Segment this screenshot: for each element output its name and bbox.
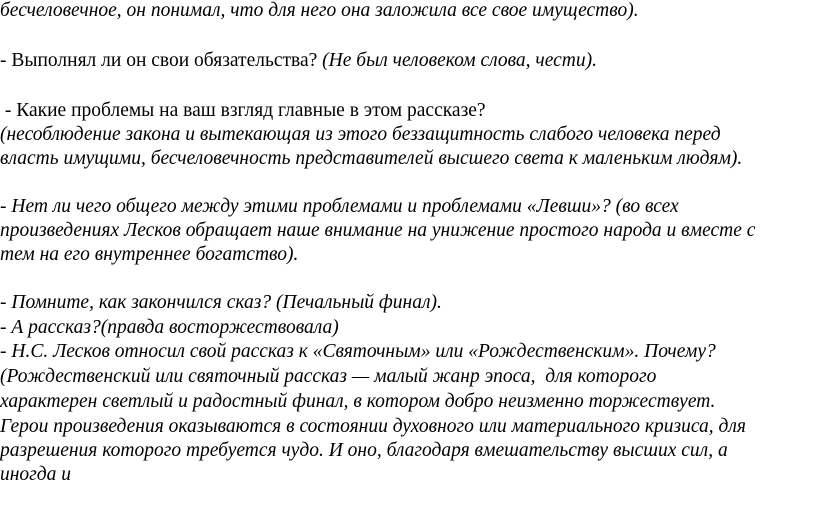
question-skaz-ending: - Помните, как закончился сказ? (Печальный финал). xyxy=(0,292,442,313)
christmas-answer-line-1: (Рождественский или святочный рассказ — малый жанр эпоса, для которого xyxy=(0,366,657,387)
question-story-ending: - А рассказ?(правда восторжествовала) xyxy=(0,317,339,338)
question-levsha-line-1: - Нет ли чего общего между этими проблемами и проблемами «Левши»? (во всех xyxy=(0,196,679,217)
question-levsha-line-2: произведениях Лесков обращает наше внимание на унижение простого народа и вместе с xyxy=(0,220,756,241)
main-problems-answer-line-1: (несоблюдение закона и вытекающая из этого беззащитность слабого человека перед xyxy=(0,124,721,145)
christmas-answer-line-2: характерен светлый и радостный финал, в котором добро неизменно торжествует. xyxy=(0,391,716,412)
question-obligations-answer: (Не был человеком слова, чести). xyxy=(322,50,597,71)
question-obligations-text: - Выполнял ли он свои обязательства? xyxy=(0,50,318,71)
christmas-answer-line-3: Герои произведения оказываются в состоянии духовного или материального кризиса, для xyxy=(0,416,746,437)
question-obligations xyxy=(0,51,597,71)
text-line-1: бесчеловечное, он понимал, что для него она заложила все свое имущество). xyxy=(0,0,639,21)
question-christmas-story: - Н.С. Лесков относил свой рассказ к «Святочным» или «Рождественским». Почему? xyxy=(0,341,716,362)
question-levsha-line-3: тем на его внутреннее богатство). xyxy=(0,244,299,265)
christmas-answer-line-4: разрешения которого требуется чудо. И оно, благодаря вмешательству высших сил, а xyxy=(0,440,728,461)
main-problems-answer-line-2: власть имущими, бесчеловечность представителей высшего света к маленьким людям). xyxy=(0,148,743,169)
christmas-answer-line-5: иногда и xyxy=(0,464,72,485)
question-main-problems: - Какие проблемы на ваш взгляд главные в этом рассказе? xyxy=(0,100,486,121)
